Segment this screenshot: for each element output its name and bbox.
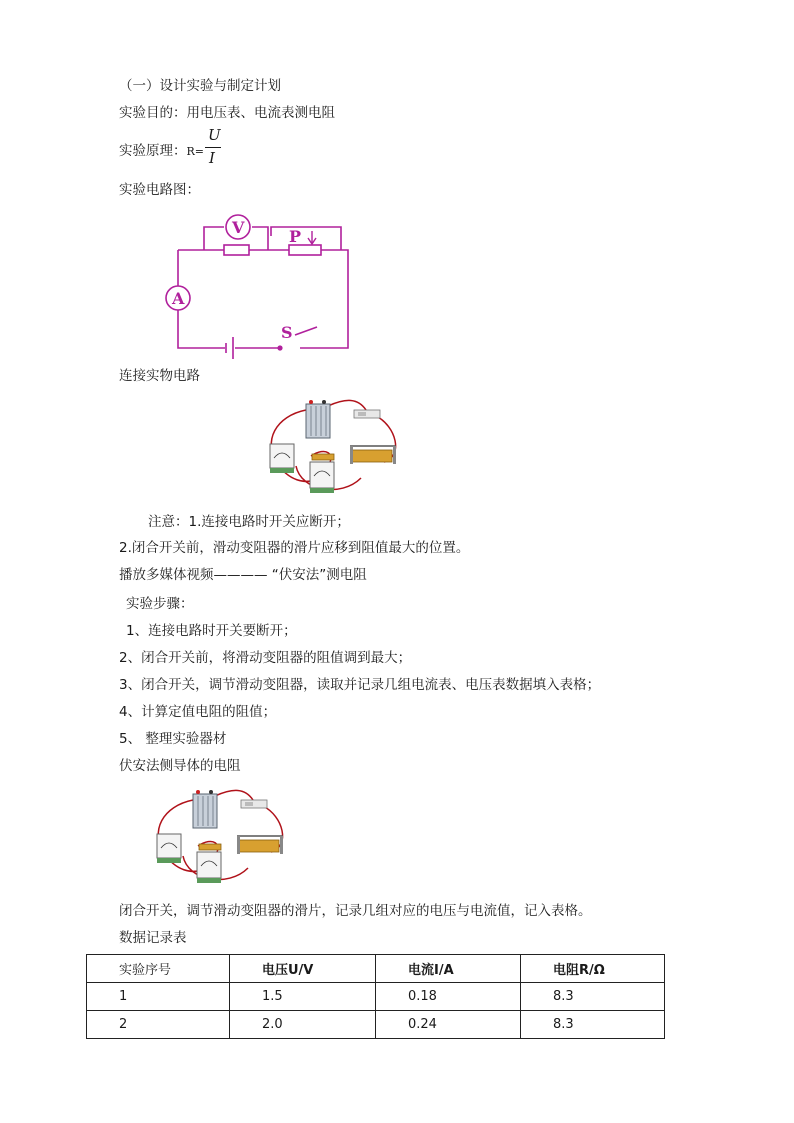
method-title: 伏安法侧导体的电阻 bbox=[119, 758, 241, 774]
purpose-line: 实验目的：用电压表、电流表测电阻 bbox=[119, 105, 335, 121]
physical-circuit-title: 连接实物电路 bbox=[119, 368, 200, 384]
ammeter-label: A bbox=[172, 289, 185, 308]
step-5: 5、 整理实验器材 bbox=[119, 731, 227, 747]
header-resistance: 电阻R/Ω bbox=[521, 955, 665, 983]
apparatus-photo-2 bbox=[153, 786, 288, 891]
step-1: 1、连接电路时开关要断开； bbox=[126, 623, 297, 639]
step-3: 3、闭合开关，调节滑动变阻器，读取并记录几组电流表、电压表数据填入表格； bbox=[119, 677, 601, 693]
cell-resistance: 8.3 bbox=[521, 1011, 665, 1039]
rheostat bbox=[289, 245, 321, 255]
fixed-resistor bbox=[224, 245, 249, 255]
step-4: 4、计算定值电阻的阻值； bbox=[119, 704, 277, 720]
header-voltage: 电压U/V bbox=[230, 955, 376, 983]
cell-index: 1 bbox=[87, 983, 230, 1011]
cell-index: 2 bbox=[87, 1011, 230, 1039]
header-index: 实验序号 bbox=[87, 955, 230, 983]
table-title: 数据记录表 bbox=[119, 930, 187, 946]
fraction-bar bbox=[205, 147, 221, 148]
step-2: 2、闭合开关前，将滑动变阻器的阻值调到最大； bbox=[119, 650, 412, 666]
section-heading: （一）设计实验与制定计划 bbox=[119, 78, 281, 94]
cell-current: 0.24 bbox=[376, 1011, 521, 1039]
data-table bbox=[86, 954, 665, 1039]
principle-label: 实验原理：R= bbox=[119, 143, 204, 159]
switch-pivot-icon bbox=[277, 345, 282, 350]
table-header-row bbox=[87, 955, 665, 983]
circuit-diagram bbox=[160, 205, 360, 360]
cell-resistance: 8.3 bbox=[521, 983, 665, 1011]
cell-voltage: 1.5 bbox=[230, 983, 376, 1011]
circuit-title: 实验电路图： bbox=[119, 182, 200, 198]
note-1: 注意：1.连接电路时开关应断开； bbox=[148, 514, 350, 530]
header-current: 电流I/A bbox=[376, 955, 521, 983]
fraction-numerator: U bbox=[208, 126, 221, 144]
cell-voltage: 2.0 bbox=[230, 1011, 376, 1039]
apparatus-photo bbox=[266, 396, 401, 501]
table-row bbox=[87, 1011, 665, 1039]
fraction-denominator: I bbox=[209, 149, 215, 167]
slider-arrow-icon bbox=[308, 231, 316, 244]
cell-current: 0.18 bbox=[376, 983, 521, 1011]
steps-title: 实验步骤： bbox=[126, 596, 194, 612]
slider-label: P bbox=[289, 227, 302, 246]
voltmeter-label: V bbox=[232, 218, 245, 237]
table-row bbox=[87, 983, 665, 1011]
switch-label: S bbox=[281, 323, 293, 342]
note-2: 2.闭合开关前，滑动变阻器的滑片应移到阻值最大的位置。 bbox=[119, 540, 470, 556]
procedure-line: 闭合开关，调节滑动变阻器的滑片，记录几组对应的电压与电流值，记入表格。 bbox=[119, 903, 592, 919]
video-line: 播放多媒体视频———— “伏安法”测电阻 bbox=[119, 567, 367, 583]
